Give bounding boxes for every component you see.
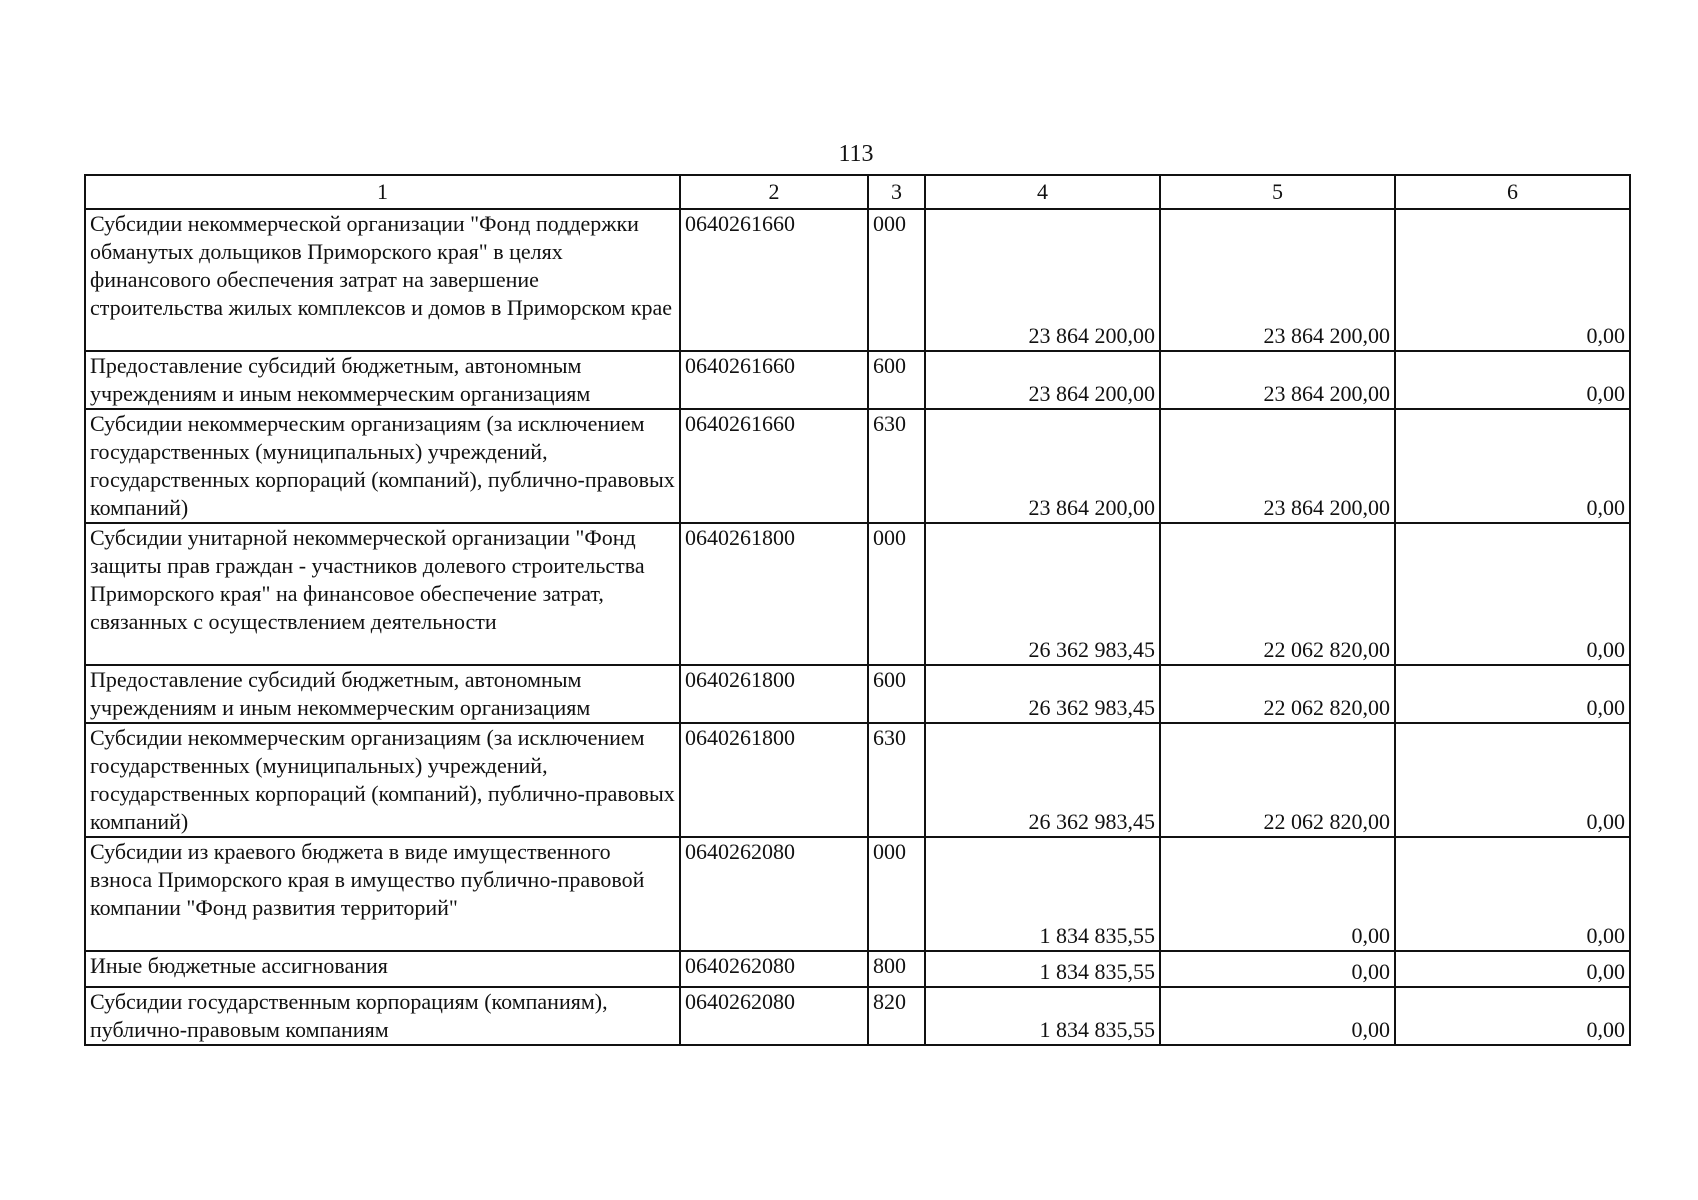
row-name-cell: Иные бюджетные ассигнования [85,951,680,987]
budget-table [84,174,1631,1046]
row-amount-col4: 26 362 983,45 [925,723,1160,837]
table-row [85,209,1630,351]
row-amount-col5: 22 062 820,00 [1160,665,1395,723]
row-amount-col6: 0,00 [1395,951,1630,987]
row-name-cell: Субсидии некоммерческим организациям (за исключением государственных (муниципальных) учреждений, государственных корпораций (компаний), публично-правовых компаний) [85,409,680,523]
row-amount-col4: 23 864 200,00 [925,209,1160,351]
row-code-cell: 0640262080 [680,837,868,951]
row-expense-type-cell: 630 [868,409,925,523]
row-amount-col6: 0,00 [1395,523,1630,665]
table-row [85,351,1630,409]
row-amount-col4: 1 834 835,55 [925,951,1160,987]
row-amount-col6: 0,00 [1395,209,1630,351]
row-name-cell: Субсидии некоммерческим организациям (за исключением государственных (муниципальных) учреждений, государственных корпораций (компаний), публично-правовых компаний) [85,723,680,837]
row-amount-col4: 23 864 200,00 [925,409,1160,523]
column-header: 6 [1395,175,1630,209]
row-amount-col4: 1 834 835,55 [925,837,1160,951]
row-amount-col5: 23 864 200,00 [1160,409,1395,523]
row-expense-type-cell: 000 [868,209,925,351]
row-amount-col6: 0,00 [1395,351,1630,409]
row-code-cell: 0640261660 [680,351,868,409]
table-row [85,987,1630,1045]
column-header: 3 [868,175,925,209]
row-name-cell: Субсидии из краевого бюджета в виде имущественного взноса Приморского края в имущество публично-правовой компании "Фонд развития территорий" [85,837,680,951]
row-amount-col5: 22 062 820,00 [1160,723,1395,837]
row-amount-col5: 0,00 [1160,837,1395,951]
row-amount-col4: 26 362 983,45 [925,665,1160,723]
column-header: 1 [85,175,680,209]
row-amount-col6: 0,00 [1395,409,1630,523]
table-row [85,723,1630,837]
row-amount-col5: 23 864 200,00 [1160,209,1395,351]
table-row [85,837,1630,951]
row-expense-type-cell: 000 [868,837,925,951]
row-expense-type-cell: 000 [868,523,925,665]
row-code-cell: 0640261800 [680,723,868,837]
row-amount-col5: 22 062 820,00 [1160,523,1395,665]
row-amount-col4: 23 864 200,00 [925,351,1160,409]
row-code-cell: 0640262080 [680,951,868,987]
row-name-cell: Субсидии государственным корпорациям (компаниям), публично-правовым компаниям [85,987,680,1045]
row-expense-type-cell: 600 [868,351,925,409]
row-code-cell: 0640261800 [680,665,868,723]
row-name-cell: Субсидии некоммерческой организации "Фонд поддержки обманутых дольщиков Приморского края" в целях финансового обеспечения затрат на завершение строительства жилых комплексов и домов в Приморском крае [85,209,680,351]
row-amount-col5: 0,00 [1160,987,1395,1045]
row-amount-col6: 0,00 [1395,987,1630,1045]
row-amount-col6: 0,00 [1395,837,1630,951]
row-expense-type-cell: 630 [868,723,925,837]
row-amount-col4: 26 362 983,45 [925,523,1160,665]
row-expense-type-cell: 820 [868,987,925,1045]
table-row [85,409,1630,523]
table-row [85,951,1630,987]
row-code-cell: 0640261660 [680,209,868,351]
row-name-cell: Предоставление субсидий бюджетным, автономным учреждениям и иным некоммерческим организациям [85,665,680,723]
row-code-cell: 0640261660 [680,409,868,523]
row-amount-col5: 23 864 200,00 [1160,351,1395,409]
table-row [85,665,1630,723]
page-number: 113 [838,141,874,167]
column-header: 5 [1160,175,1395,209]
row-code-cell: 0640262080 [680,987,868,1045]
row-name-cell: Предоставление субсидий бюджетным, автономным учреждениям и иным некоммерческим организациям [85,351,680,409]
row-code-cell: 0640261800 [680,523,868,665]
table-header-row [85,175,1630,209]
row-amount-col5: 0,00 [1160,951,1395,987]
row-amount-col4: 1 834 835,55 [925,987,1160,1045]
table-row [85,523,1630,665]
row-expense-type-cell: 800 [868,951,925,987]
row-amount-col6: 0,00 [1395,723,1630,837]
column-header: 4 [925,175,1160,209]
column-header: 2 [680,175,868,209]
row-amount-col6: 0,00 [1395,665,1630,723]
row-name-cell: Субсидии унитарной некоммерческой организации "Фонд защиты прав граждан - участников долевого строительства Приморского края" на финансовое обеспечение затрат, связанных с осуществлением деятельности [85,523,680,665]
row-expense-type-cell: 600 [868,665,925,723]
